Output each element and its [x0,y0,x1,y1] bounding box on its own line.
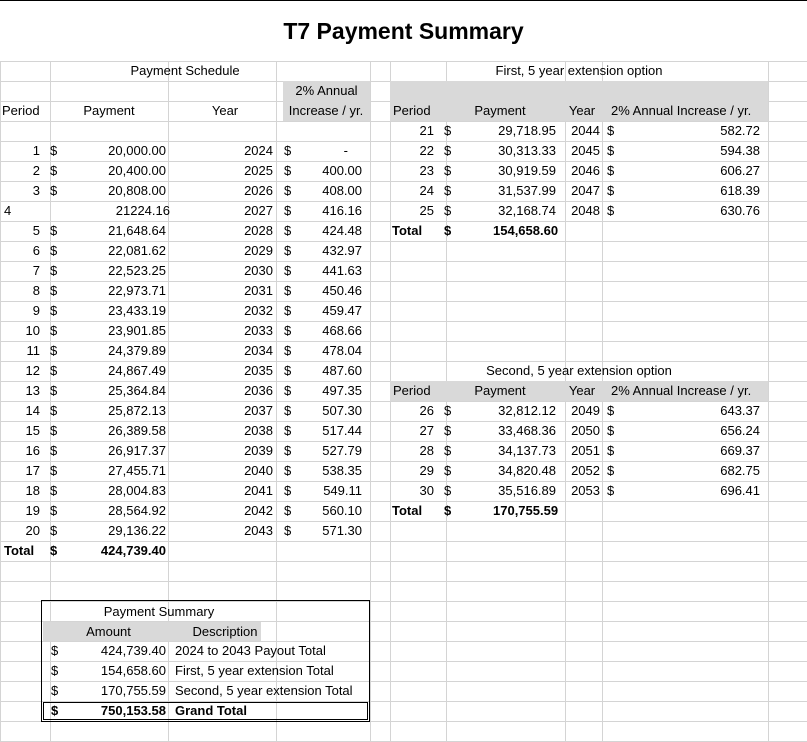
summary-amount-cell: 170,755.59 [100,683,166,698]
main-year-cell: 2039 [244,443,273,458]
ext2-payment-currency: $ [444,423,452,438]
ext1-year-cell: 2048 [571,203,600,218]
main-payment-currency: $ [50,363,58,378]
main-payment-currency: $ [50,343,58,358]
ext2-payment-currency: $ [444,443,452,458]
ext1-payment-currency: $ [444,123,452,138]
ext2-header-year: Year [568,383,596,398]
main-payment-currency: $ [50,263,58,278]
ext2-increase-cell: 643.37 [720,403,760,418]
ext1-payment-currency: $ [444,143,452,158]
main-payment-cell: 28,004.83 [108,483,166,498]
main-increase-cell: 497.35 [322,383,362,398]
main-period-cell: 7 [32,263,40,278]
ext2-increase-currency: $ [607,463,615,478]
main-increase-currency: $ [284,443,292,458]
ext2-increase-currency: $ [607,423,615,438]
main-payment-currency: $ [50,183,58,198]
summary-description-cell: First, 5 year extension Total [175,663,334,678]
main-payment-currency: $ [50,143,58,158]
main-payment-cell: 21224.16 [115,203,170,218]
ext1-increase-currency: $ [607,183,615,198]
ext2-year-cell: 2053 [571,483,600,498]
ext2-payment-cell: 34,137.73 [498,443,556,458]
main-increase-cell: 517.44 [322,423,362,438]
main-payment-cell: 22,973.71 [108,283,166,298]
main-increase-currency: $ [284,303,292,318]
ext1-increase-cell: 594.38 [720,143,760,158]
ext1-increase-currency: $ [607,143,615,158]
ext2-payment-cell: 35,516.89 [498,483,556,498]
main-period-cell: 3 [32,183,40,198]
ext1-payment-cell: 30,919.59 [498,163,556,178]
summary-amount-cell: 154,658.60 [100,663,166,678]
main-period-cell: 8 [32,283,40,298]
ext1-period-cell: 22 [419,143,434,158]
ext2-increase-currency: $ [607,483,615,498]
main-increase-currency: $ [284,383,292,398]
main-payment-cell: 26,917.37 [108,443,166,458]
ext2-total-value: 170,755.59 [493,503,559,518]
main-period-cell: 13 [25,383,40,398]
main-increase-cell: 549.11 [323,483,362,498]
main-period-cell: 9 [32,303,40,318]
main-period-cell: 15 [25,423,40,438]
main-header-year: Year [211,103,239,118]
main-header-increase-line1: 2% Annual [295,83,358,98]
ext1-payment-cell: 29,718.95 [498,123,556,138]
ext1-increase-currency: $ [607,203,615,218]
ext1-payment-currency: $ [444,203,452,218]
main-period-cell: 2 [32,163,40,178]
main-increase-cell: 400.00 [322,163,362,178]
main-increase-currency: $ [284,483,292,498]
main-payment-currency: $ [50,303,58,318]
summary-header-description: Description [192,624,258,639]
main-year-cell: 2036 [244,383,273,398]
ext1-year-cell: 2044 [571,123,600,138]
main-year-cell: 2032 [244,303,273,318]
ext1-total-value: 154,658.60 [493,223,559,238]
main-header-payment: Payment [83,103,135,118]
main-increase-cell: 450.46 [322,283,362,298]
main-total-currency: $ [50,543,58,558]
ext2-header-payment: Payment [474,383,526,398]
ext2-year-cell: 2050 [571,423,600,438]
main-increase-currency: $ [284,223,292,238]
main-increase-cell: 432.97 [322,243,362,258]
ext2-increase-currency: $ [607,403,615,418]
main-increase-cell: 487.60 [322,363,362,378]
main-payment-currency: $ [50,243,58,258]
main-year-cell: 2041 [244,483,273,498]
ext2-period-cell: 27 [419,423,434,438]
main-section-title: Payment Schedule [130,63,240,78]
ext2-increase-currency: $ [607,443,615,458]
main-increase-cell: 424.48 [322,223,362,238]
grand-total-amount: 750,153.58 [100,703,166,718]
main-increase-currency: $ [284,503,292,518]
main-payment-cell: 20,400.00 [108,163,166,178]
grid-hline [0,561,807,562]
main-payment-currency: $ [50,283,58,298]
main-payment-cell: 21,648.64 [108,223,166,238]
ext2-year-cell: 2051 [571,443,600,458]
main-payment-currency: $ [50,423,58,438]
main-increase-currency: $ [284,163,292,178]
main-year-cell: 2038 [244,423,273,438]
summary-title: Payment Summary [103,604,215,619]
ext1-period-cell: 23 [419,163,434,178]
main-increase-cell: - [343,143,348,158]
main-payment-cell: 23,433.19 [108,303,166,318]
ext1-header-period: Period [393,103,431,118]
ext1-year-cell: 2047 [571,183,600,198]
main-period-cell: 10 [25,323,40,338]
page-title: T7 Payment Summary [283,18,524,44]
ext1-period-cell: 25 [419,203,434,218]
ext1-year-cell: 2045 [571,143,600,158]
main-increase-currency: $ [284,323,292,338]
main-payment-currency: $ [50,403,58,418]
main-year-cell: 2031 [244,283,273,298]
ext1-payment-currency: $ [444,163,452,178]
main-payment-cell: 25,872.13 [108,403,166,418]
ext1-period-cell: 24 [419,183,434,198]
main-year-cell: 2033 [244,323,273,338]
main-payment-currency: $ [50,223,58,238]
ext1-payment-currency: $ [444,183,452,198]
ext2-year-cell: 2052 [571,463,600,478]
ext1-increase-cell: 582.72 [720,123,760,138]
main-period-cell: 17 [25,463,40,478]
summary-currency: $ [51,683,59,698]
ext2-payment-cell: 34,820.48 [498,463,556,478]
main-payment-currency: $ [50,523,58,538]
main-increase-cell: 538.35 [322,463,362,478]
main-payment-cell: 29,136.22 [108,523,166,538]
main-increase-cell: 507.30 [322,403,362,418]
main-period-cell: 4 [4,203,12,218]
grand-total-currency: $ [51,703,59,718]
main-header-increase-line2: Increase / yr. [288,103,364,118]
main-payment-cell: 24,379.89 [108,343,166,358]
summary-header-amount: Amount [86,624,131,639]
ext2-payment-currency: $ [444,463,452,478]
ext1-payment-cell: 32,168.74 [498,203,556,218]
ext1-total-label: Total [392,223,423,238]
ext2-header-period: Period [393,383,431,398]
main-year-cell: 2034 [244,343,273,358]
main-period-cell: 6 [32,243,40,258]
ext2-period-cell: 29 [419,463,434,478]
ext2-increase-cell: 682.75 [720,463,760,478]
main-increase-currency: $ [284,283,292,298]
summary-amount-cell: 424,739.40 [100,643,166,658]
main-increase-cell: 441.63 [322,263,362,278]
main-header-period: Period [2,103,40,118]
ext2-payment-cell: 33,468.36 [498,423,556,438]
main-year-cell: 2040 [244,463,273,478]
main-increase-currency: $ [284,523,292,538]
ext2-increase-cell: 669.37 [720,443,760,458]
main-period-cell: 11 [26,343,40,358]
main-increase-currency: $ [284,243,292,258]
main-year-cell: 2026 [244,183,273,198]
ext1-header-payment: Payment [474,103,526,118]
ext1-increase-currency: $ [607,163,615,178]
ext2-total-label: Total [392,503,423,518]
ext2-period-cell: 28 [419,443,434,458]
main-year-cell: 2024 [244,143,273,158]
ext1-period-cell: 21 [419,123,434,138]
main-year-cell: 2030 [244,263,273,278]
main-increase-cell: 468.66 [322,323,362,338]
main-payment-cell: 28,564.92 [108,503,166,518]
ext1-year-cell: 2046 [571,163,600,178]
ext1-increase-cell: 630.76 [720,203,760,218]
main-year-cell: 2028 [244,223,273,238]
main-increase-cell: 571.30 [322,523,362,538]
ext2-total-currency: $ [444,503,452,518]
ext1-payment-cell: 30,313.33 [498,143,556,158]
main-increase-cell: 527.79 [322,443,362,458]
main-increase-currency: $ [284,423,292,438]
main-payment-cell: 27,455.71 [108,463,166,478]
main-period-cell: 18 [25,483,40,498]
summary-currency: $ [51,643,59,658]
ext1-increase-currency: $ [607,123,615,138]
main-payment-currency: $ [50,483,58,498]
ext1-total-currency: $ [444,223,452,238]
main-payment-currency: $ [50,463,58,478]
grid-hline [0,581,807,582]
main-increase-currency: $ [284,343,292,358]
main-period-cell: 19 [25,503,40,518]
main-period-cell: 16 [25,443,40,458]
main-payment-cell: 23,901.85 [108,323,166,338]
ext2-payment-currency: $ [444,483,452,498]
main-increase-cell: 459.47 [322,303,362,318]
main-year-cell: 2042 [244,503,273,518]
summary-currency: $ [51,663,59,678]
summary-description-cell: Second, 5 year extension Total [175,683,353,698]
ext2-section-title: Second, 5 year extension option [486,363,672,378]
summary-description-cell: 2024 to 2043 Payout Total [175,643,326,658]
ext1-section-title: First, 5 year extension option [495,63,663,78]
main-increase-cell: 560.10 [322,503,362,518]
ext2-payment-cell: 32,812.12 [498,403,556,418]
ext2-year-cell: 2049 [571,403,600,418]
ext2-increase-cell: 696.41 [720,483,760,498]
main-year-cell: 2029 [244,243,273,258]
main-payment-cell: 22,523.25 [108,263,166,278]
ext2-increase-cell: 656.24 [720,423,760,438]
main-payment-cell: 22,081.62 [108,243,166,258]
main-period-cell: 20 [25,523,40,538]
main-increase-currency: $ [284,463,292,478]
main-increase-currency: $ [284,143,292,158]
main-payment-currency: $ [50,383,58,398]
main-payment-cell: 26,389.58 [108,423,166,438]
main-increase-currency: $ [284,183,292,198]
ext1-increase-cell: 618.39 [720,183,760,198]
main-payment-currency: $ [50,163,58,178]
ext1-payment-cell: 31,537.99 [498,183,556,198]
main-year-cell: 2037 [244,403,273,418]
ext1-increase-cell: 606.27 [720,163,760,178]
ext2-header-increase: 2% Annual Increase / yr. [611,383,752,398]
main-period-cell: 5 [32,223,40,238]
ext1-header-year: Year [568,103,596,118]
ext2-period-cell: 30 [419,483,434,498]
main-increase-currency: $ [284,263,292,278]
main-total-value: 424,739.40 [100,543,166,558]
main-increase-currency: $ [284,363,292,378]
main-payment-cell: 20,808.00 [108,183,166,198]
main-year-cell: 2043 [244,523,273,538]
ext1-header-increase: 2% Annual Increase / yr. [611,103,752,118]
main-increase-cell: 478.04 [322,343,362,358]
main-period-cell: 1 [32,143,40,158]
ext2-payment-currency: $ [444,403,452,418]
main-year-cell: 2027 [244,203,273,218]
main-total-label: Total [4,543,35,558]
main-increase-cell: 408.00 [322,183,362,198]
main-period-cell: 12 [25,363,40,378]
main-payment-cell: 20,000.00 [108,143,166,158]
main-payment-cell: 25,364.84 [108,383,166,398]
main-year-cell: 2035 [244,363,273,378]
main-payment-currency: $ [50,443,58,458]
main-payment-currency: $ [50,323,58,338]
main-payment-currency: $ [50,503,58,518]
ext2-period-cell: 26 [419,403,434,418]
main-period-cell: 14 [25,403,40,418]
main-increase-currency: $ [284,403,292,418]
main-payment-cell: 24,867.49 [108,363,166,378]
main-increase-currency: $ [284,203,292,218]
main-increase-cell: 416.16 [322,203,362,218]
main-year-cell: 2025 [244,163,273,178]
grand-total-description: Grand Total [175,703,247,718]
